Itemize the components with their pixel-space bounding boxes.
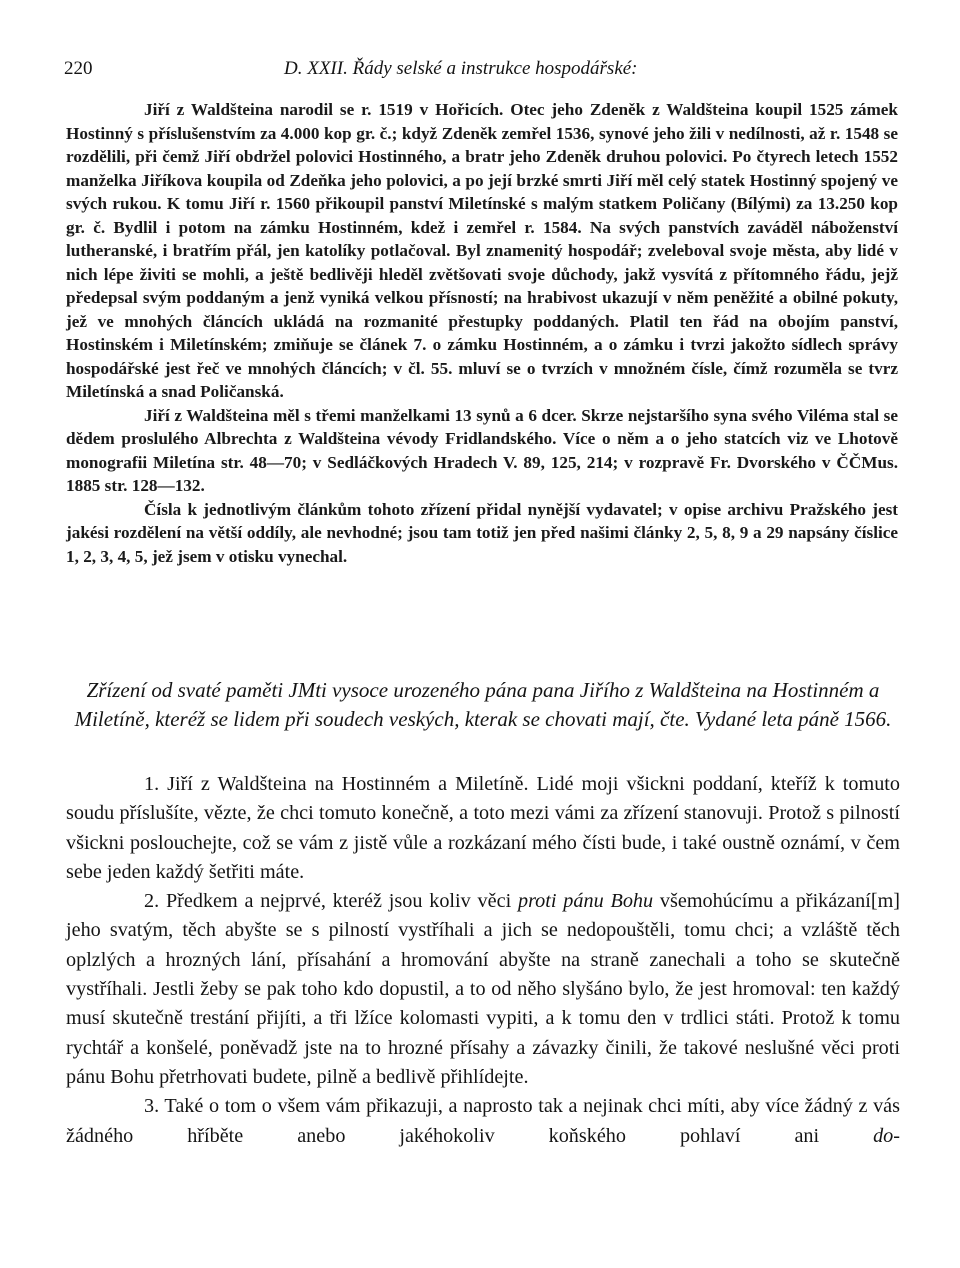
running-title: D. XXII. Řády selské a instrukce hospodářské:: [284, 58, 638, 79]
article-2-italic: proti pánu Bohu: [517, 890, 654, 913]
article-3-text: 3. Také o tom o všem vám přikazuji, a naprosto tak a nejinak chci míti, aby více žádný z vás žádného hříběte anebo jakéhokoliv koňského pohlaví ani: [66, 1095, 900, 1147]
page-header: [64, 58, 896, 84]
intro-paragraph: Jiří z Waldšteina měl s třemi manželkami 13 synů a 6 dcer. Skrze nejstaršího syna svého Viléma stal se dědem proslulého Albrechta z Waldšteina vévody Fridlandského. Více o něm a o jeho statcích viz ve Lhotově monografii Miletína str. 48—70; v Sedláčkových Hradech V. 89, 125, 214; v rozpravě Fr. Dvorského v ČČMus. 1885 str. 128—132.: [66, 405, 898, 495]
ordinance-text: [66, 770, 900, 1151]
article-2: [66, 887, 900, 1092]
document-title: Zřízení od svaté paměti JMti vysoce urozeného pána pana Jiřího z Waldšteina na Hostinném a Miletíně, kteréž se lidem při soudech veských, kterak se chovati mají, čte. Vydané leta páně 1566.: [74, 678, 892, 731]
intro-paragraph: Čísla k jednotlivým článkům tohoto zřízení přidal nynější vydavatel; v opise archivu Pražského jest jakési rozdělení na větší oddíly, ale nevhodné; jsou tam totiž jen před našimi články 2, 5, 8, 9 a 29 napsány číslice 1, 2, 3, 4, 5, jež jsem v otisku vynechal.: [66, 499, 898, 566]
article-2-text-rest: všemohúcímu a přikázaní[m] jeho svatým, těch abyšte se s pilností vystříhali a jich se nedopouštěli, tomu chci; a vzláště těch oplzlých a hrozných lání, přísahání a hromování abyšte na straně zanechali a toho se skutečně vystříhali. Jestli žeby se pak toho kdo dopustil, a to od něho slyšáno bylo, že jest hromoval: ten každý musí skutečně trestání přijíti, a tři lžíce kolomasti vypiti, a k tomu den v trdlici státi. Protož k tomu rychtář a konšelé, poněvadž jste na to hrozné přísahy a závazky činili, že takové neslušné věci proti pánu Bohu přetrhovati budete, pilně a bedlivě přihlídejte.: [66, 890, 901, 1088]
intro-paragraph: Jiří z Waldšteina narodil se r. 1519 v Hořicích. Otec jeho Zdeněk z Waldšteina koupil 1525 zámek Hostinný s příslušenstvím za 4.000 kop gr. č.; když Zdeněk zemřel 1536, synové jeho žili v nedílnosti, až r. 1548 se rozdělili, při čemž Jiří obdržel polovici Hostinného, a bratr jeho Zdeněk druhou polovici. Po čtyrech letech 1552 manželka Jiříkova koupila od Zdeňka jeho polovici, a po její brzké smrti Jiří měl celý statek Hostinný spojený ve svých rukou. K tomu Jiří r. 1560 přikoupil panství Miletínské s malým statkem Poličany (Bílými) za 13.250 kop gr. č. Bydlil i potom na zámku Hostinném, kdež i zemřel r. 1584. Na svých panstvích zaváděl náboženství lutheranské, i bratřím přál, jen katolíky potlačoval. Byl znamenitý hospodář; zveleboval svoje města, aby lidé v nich lépe živiti se mohli, a ještě bedlivěji hleděl zvětšovati svoje důchody, jakž vysvítá z přítomného řádu, jejž předepsal svým poddaným a jenž vyniká velkou přísností; na hrabivost ukazují v něm peněžité a obilné pokuty, jež ve mnohých článcích ukládá na rozmanité přestupky poddaných. Platil ten řád na obojím panství, Hostinském i Miletínském; zmiňuje se článek 7. o zámku Hostinném, a o zámku i tvrzi jakožto sídlech správy hospodářské jest řeč ve mnohých článcích; v čl. 55. mluví se o tvrzích v množném čísle, čímž rozuměla se tvrz Miletínská a snad Poličanská.: [66, 100, 898, 401]
article-3: [66, 1092, 900, 1151]
article-3-italic: do-: [873, 1124, 900, 1147]
page-number: 220: [64, 58, 93, 79]
article-1: 1. Jiří z Waldšteina na Hostinném a Miletíně. Lidé moji všickni poddaní, kteříž k tomuto soudu příslušíte, vězte, že chci tomuto konečně, a toto mezi vámi za zřízení stanovuji. Protož s pilností všickni poslouchejte, což se vám z jistě vůle a rozkázaní mého čísti bude, i také oustně oznámí, v čem sebe jeden každý šetřiti máte.: [66, 773, 900, 883]
editorial-introduction: [66, 98, 898, 568]
article-2-text: 2. Předkem a nejprvé, kteréž jsou koliv věci: [144, 890, 518, 913]
